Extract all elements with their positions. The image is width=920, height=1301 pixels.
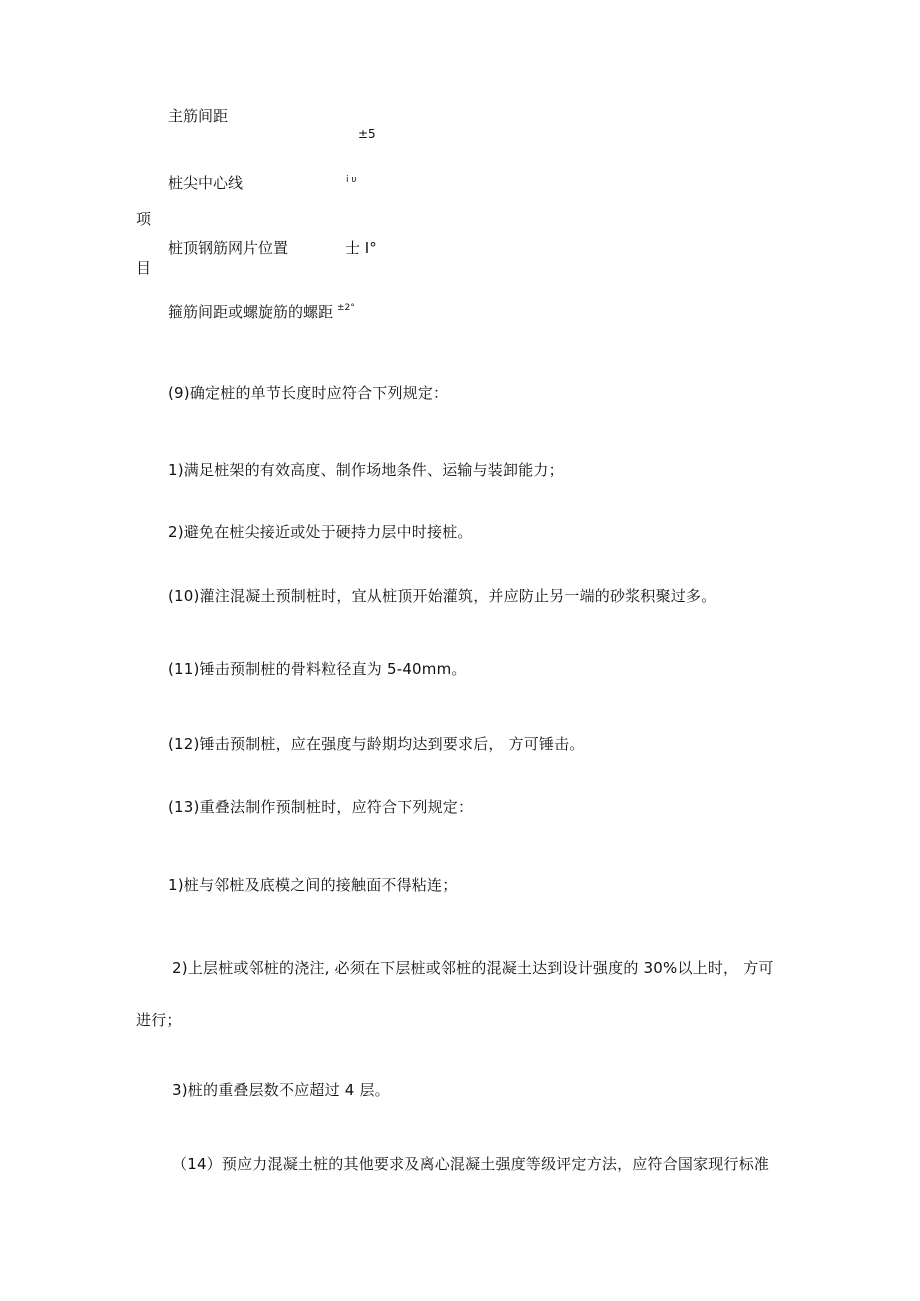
paragraph-12: (12)锤击预制桩，应在强度与龄期均达到要求后， 方可锤击。 [168,735,585,753]
row-pile-top-mesh-position-label: 桩顶钢筋网片位置 [168,239,289,257]
table-side-label-bottom: 目 [136,259,152,277]
paragraph-13: (13)重叠法制作预制桩时，应符合下列规定： [168,798,474,816]
table-side-label-top: 项 [136,210,152,228]
row-main-rebar-spacing-label: 主筋间距 [168,107,229,125]
paragraph-9: (9)确定桩的单节长度时应符合下列规定： [168,384,449,402]
row-pile-top-mesh-position-value: 士 I° [345,239,377,257]
paragraph-14: （14）预应力混凝土桩的其他要求及离心混凝土强度等级评定方法，应符合国家现行标准 [172,1155,770,1173]
paragraph-11: (11)锤击预制桩的骨料粒径直为 5-40mm。 [168,660,467,678]
row-pile-tip-centerline-value: i υ [346,175,357,185]
paragraph-13-item-2-line-1: 2)上层桩或邻桩的浇注, 必须在下层桩或邻桩的混凝土达到设计强度的 30%以上时， 方可 [172,959,774,977]
row-main-rebar-spacing-value: ±5 [358,127,376,141]
paragraph-10: (10)灌注混凝土预制桩时，宜从桩顶开始灌筑，并应防止另一端的砂浆积聚过多。 [168,587,717,605]
row-stirrup-spacing-label: 箍筋间距或螺旋筋的螺距 [168,303,334,321]
paragraph-9-item-1: 1)满足桩架的有效高度、制作场地条件、运输与装卸能力； [168,461,564,479]
row-pile-tip-centerline-label: 桩尖中心线 [168,174,244,192]
paragraph-13-item-2-line-2: 进行； [136,1011,182,1029]
paragraph-9-item-2: 2)避免在桩尖接近或处于硬持力层中时接桩。 [168,523,473,541]
paragraph-13-item-3: 3)桩的重叠层数不应超过 4 层。 [172,1081,390,1099]
paragraph-13-item-1: 1)桩与邻桩及底模之间的接触面不得粘连； [168,876,458,894]
row-stirrup-spacing-value: ±2° [337,303,355,313]
